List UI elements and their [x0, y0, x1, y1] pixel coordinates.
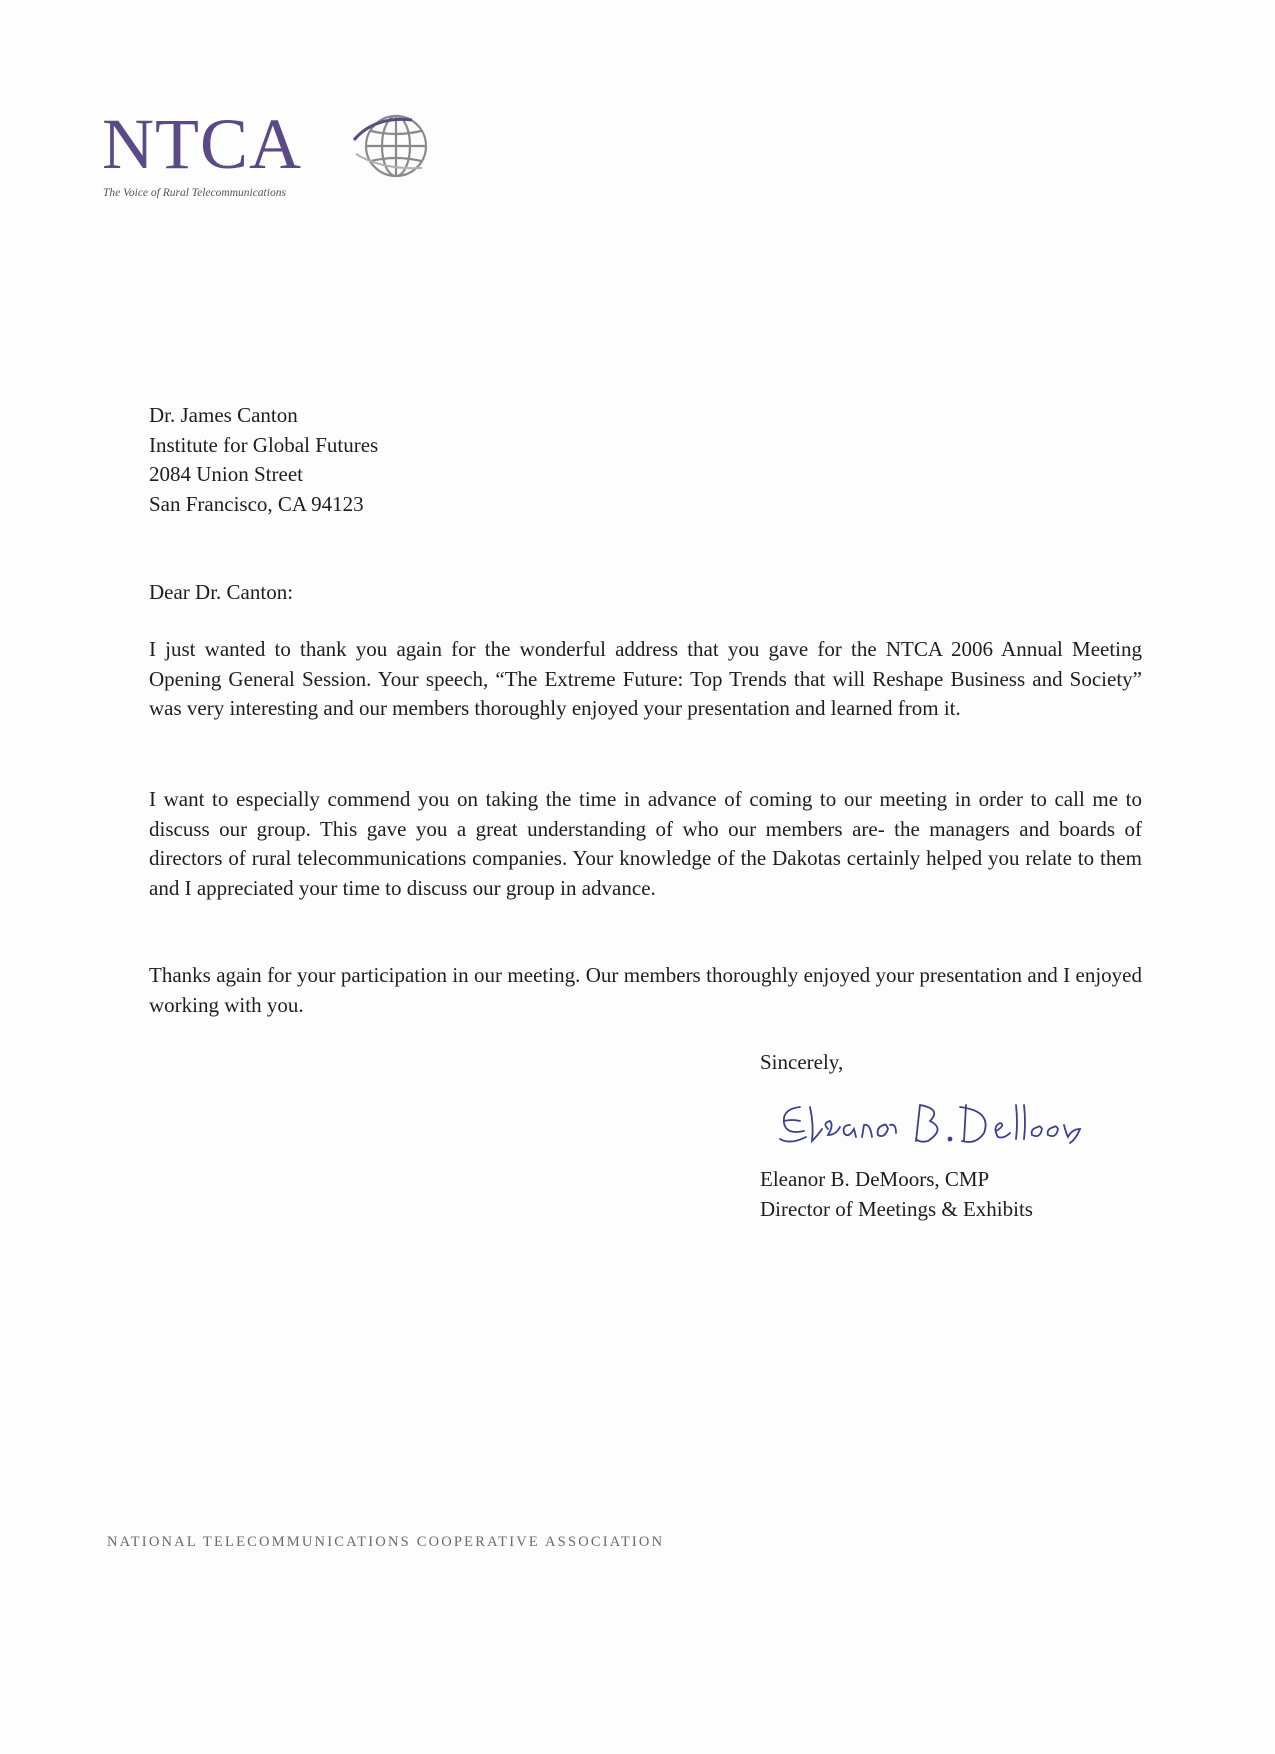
tagline: The Voice of Rural Telecommunications [103, 187, 286, 199]
recipient-organization: Institute for Global Futures [149, 432, 379, 457]
recipient-address [149, 401, 749, 519]
salutation: Dear Dr. Canton: [149, 580, 294, 604]
closing: Sincerely, [760, 1050, 844, 1074]
recipient-city: San Francisco, CA 94123 [149, 491, 364, 516]
signer-title: Director of Meetings & Exhibits [760, 1196, 1033, 1221]
recipient-street: 2084 Union Street [149, 462, 303, 486]
signer-block [760, 1165, 1160, 1224]
paragraph-2: I want to especially commend you on taking the time in advance of coming to our meeting in order to call me to discuss our group. This gave you a great understanding of who our members are- the managers and boards of directors of rural telecommunications companies. Your knowledge of the Dakotas certainly helped you relate to them and I appreciated your time to discuss our group in advance. [149, 787, 1142, 900]
handwritten-signature [770, 1095, 1100, 1155]
ntca-logo-text: NTCA [102, 104, 302, 184]
paragraph-3: Thanks again for your participation in our meeting. Our members thoroughly enjoyed your presentation and I enjoyed working with you. [149, 963, 1142, 1017]
letterhead [102, 104, 442, 208]
footer-organization: NATIONAL TELECOMMUNICATIONS COOPERATIVE ASSOCIATION [107, 1534, 665, 1550]
globe-icon [352, 110, 434, 182]
paragraph-1: I just wanted to thank you again for the wonderful address that you gave for the NTCA 2006 Annual Meeting Opening General Session. Your speech, “The Extreme Future: Top Trends that will Reshape Business and Society” was very interesting and our members thoroughly enjoyed your presentation and learned from it. [149, 637, 1142, 720]
recipient-name: Dr. James Canton [149, 403, 298, 427]
signer-name: Eleanor B. DeMoors, CMP [760, 1167, 990, 1191]
